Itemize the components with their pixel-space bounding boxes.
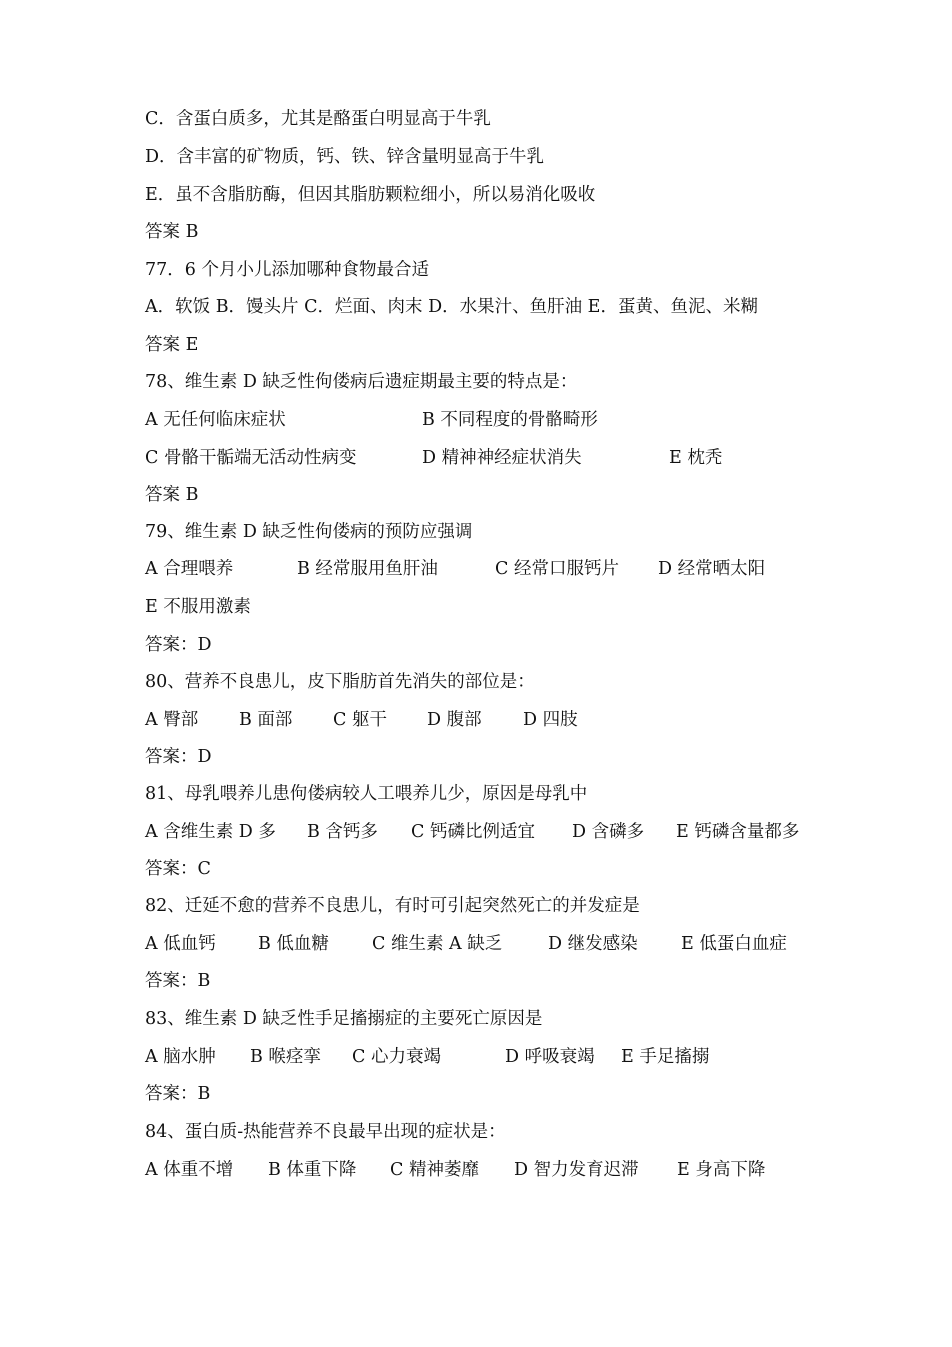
text-line: 答案：D <box>145 635 212 655</box>
option-text: E 手足搐搦 <box>621 1047 710 1067</box>
text-line: 79、维生素 D 缺乏性佝偻病的预防应强调 <box>145 522 473 542</box>
text-line: 答案 E <box>145 335 199 355</box>
option-text: B 含钙多 <box>307 822 378 842</box>
text-line: 81、母乳喂养儿患佝偻病较人工喂养儿少，原因是母乳中 <box>145 784 588 804</box>
text-line: D．含丰富的矿物质，钙、铁、锌含量明显高于牛乳 <box>145 147 545 167</box>
text-line: 82、迁延不愈的营养不良患儿，有时可引起突然死亡的并发症是 <box>145 896 640 916</box>
text-line: 80、营养不良患儿，皮下脂肪首先消失的部位是： <box>145 672 535 692</box>
option-text: A 无任何临床症状 <box>145 410 286 430</box>
text-line: 答案：C <box>145 859 211 879</box>
option-text: A 合理喂养 <box>145 559 234 579</box>
option-text: D 腹部 <box>427 710 482 730</box>
option-text: A 臀部 <box>145 710 199 730</box>
option-text: D 经常晒太阳 <box>658 559 766 579</box>
option-text: E 钙磷含量都多 <box>676 822 800 842</box>
option-text: D 呼吸衰竭 <box>505 1047 595 1067</box>
option-text: D 精神神经症状消失 <box>422 448 582 468</box>
option-text: A 脑水肿 <box>145 1047 216 1067</box>
option-text: D 智力发育迟滞 <box>514 1160 639 1180</box>
option-text: A 低血钙 <box>145 934 216 954</box>
option-text: B 体重下降 <box>268 1160 357 1180</box>
option-text: D 继发感染 <box>548 934 638 954</box>
text-line: 77．6 个月小儿添加哪种食物最合适 <box>145 260 429 280</box>
text-line: E 不服用激素 <box>145 597 251 617</box>
option-text: E 身高下降 <box>677 1160 766 1180</box>
option-text: B 低血糖 <box>258 934 329 954</box>
text-line: A．软饭 B．馒头片 C．烂面、肉末 D．水果汁、鱼肝油 E．蛋黄、鱼泥、米糊 <box>145 297 758 317</box>
text-line: C．含蛋白质多，尤其是酪蛋白明显高于牛乳 <box>145 109 491 129</box>
text-line: 答案 B <box>145 222 199 242</box>
text-line: 83、维生素 D 缺乏性手足搐搦症的主要死亡原因是 <box>145 1009 543 1029</box>
option-text: A 体重不增 <box>145 1160 234 1180</box>
option-text: B 面部 <box>239 710 293 730</box>
option-text: E 枕秃 <box>669 448 723 468</box>
text-line: 84、蛋白质-热能营养不良最早出现的症状是： <box>145 1122 506 1142</box>
option-text: A 含维生素 D 多 <box>145 822 276 842</box>
option-text: E 低蛋白血症 <box>681 934 787 954</box>
option-text: C 精神萎靡 <box>390 1160 479 1180</box>
text-line: 答案：D <box>145 747 212 767</box>
option-text: C 经常口服钙片 <box>495 559 619 579</box>
option-text: B 不同程度的骨骼畸形 <box>422 410 598 430</box>
option-text: B 喉痉挛 <box>250 1047 321 1067</box>
text-line: 答案：B <box>145 971 211 991</box>
option-text: D 四肢 <box>523 710 578 730</box>
option-text: C 躯干 <box>333 710 387 730</box>
option-text: D 含磷多 <box>572 822 645 842</box>
option-text: C 心力衰竭 <box>352 1047 441 1067</box>
option-text: C 钙磷比例适宜 <box>411 822 535 842</box>
option-text: B 经常服用鱼肝油 <box>297 559 438 579</box>
option-text: C 维生素 A 缺乏 <box>372 934 503 954</box>
text-line: 答案 B <box>145 485 199 505</box>
text-line: E．虽不含脂肪酶，但因其脂肪颗粒细小，所以易消化吸收 <box>145 185 596 205</box>
text-line: 78、维生素 D 缺乏性佝偻病后遗症期最主要的特点是： <box>145 372 578 392</box>
option-text: C 骨骼干骺端无活动性病变 <box>145 448 357 468</box>
text-line: 答案：B <box>145 1084 211 1104</box>
